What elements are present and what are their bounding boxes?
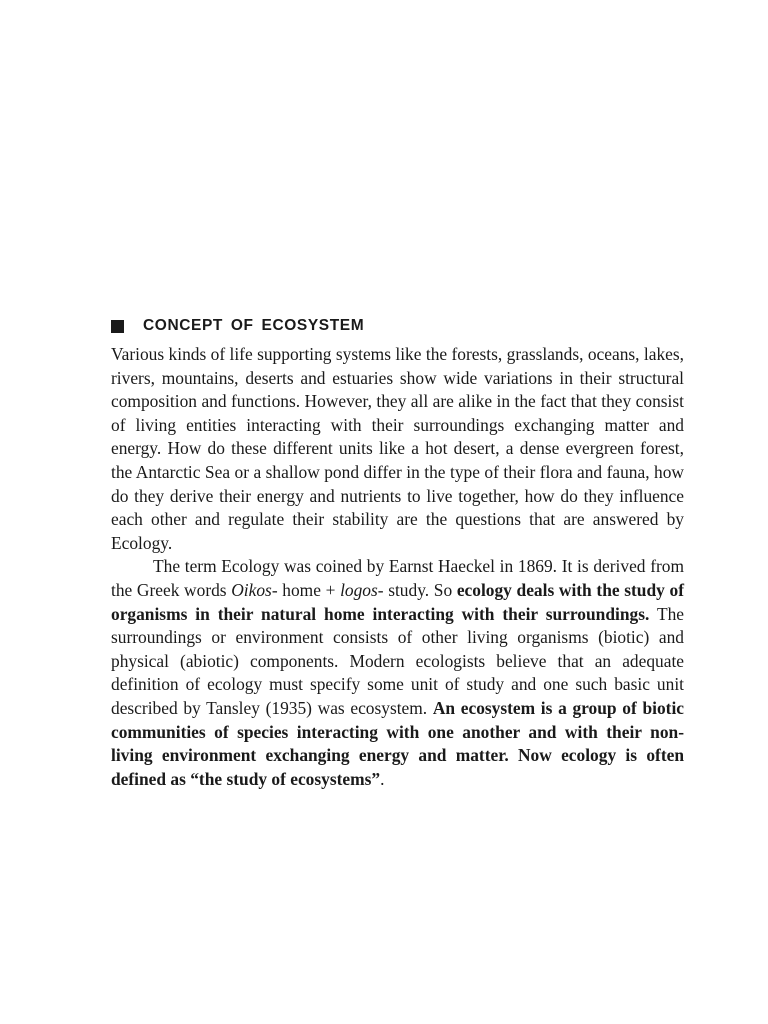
text-run: - home + <box>271 579 341 600</box>
text-run: - study. So <box>377 579 457 600</box>
section-heading <box>111 315 684 337</box>
section-title: CONCEPT OF ECOSYSTEM <box>143 317 365 334</box>
paragraph-ecology-definition <box>111 555 684 791</box>
italic-term-logos: logos <box>340 579 378 600</box>
paragraph-intro: Various kinds of life supporting systems like the forests, grasslands, oceans, lakes, rivers, mountains, deserts and estuaries show wide variations in their structural composition and functions. However, they all are alike in the fact that they consist of living entities interacting with their surroundings exchanging matter and energy. How do these different units like a hot desert, a dense evergreen forest, the Antarctic Sea or a shallow pond differ in the type of their flora and fauna, how do they derive their energy and nutrients to live together, how do they influence each other and regulate their stability are the questions that are answered by Ecology. <box>111 344 684 553</box>
page-content <box>111 315 684 791</box>
bullet-square-icon <box>111 320 124 333</box>
bold-ecology-definition: ecology deals with the study of organisms in their natural home interacting with their surroundings. <box>111 579 684 624</box>
text-run: . <box>380 768 385 789</box>
text-run: The term Ecology was coined by Earnst Haeckel in 1869. It is derived from the Greek words <box>111 556 684 600</box>
bold-ecosystem-definition: An ecosystem is a group of biotic communities of species interacting with one another and with their non-living environment exchanging energy and matter. Now ecology is often defined as “the study of ecosystems” <box>111 697 684 789</box>
text-run: The surroundings or environment consists of other living organisms (biotic) and physical (abiotic) components. Modern ecologists believe that an adequate definition of ecology must specify some unit of study and one such basic unit described by Tansley (1935) was ecosystem. <box>111 603 684 718</box>
italic-term-oikos: Oikos <box>231 579 272 600</box>
